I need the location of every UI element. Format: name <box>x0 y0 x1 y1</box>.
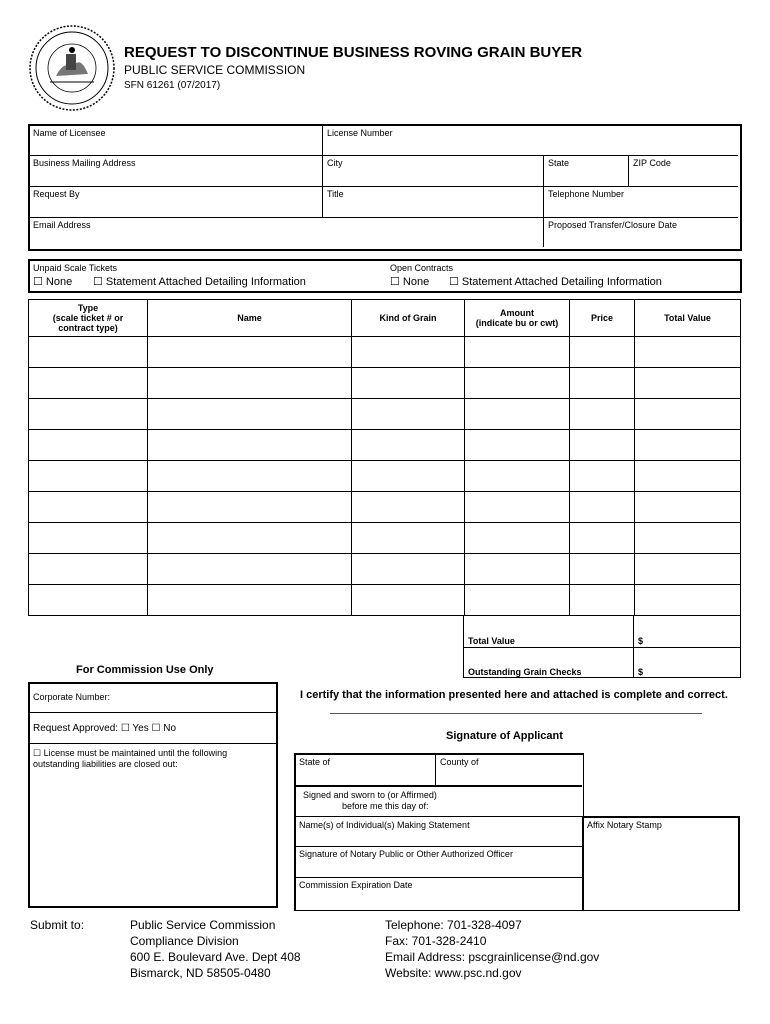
type-column-header: Type (scale ticket # or contract type) <box>29 300 148 337</box>
total-value-label: Total Value <box>468 636 515 646</box>
total-value-cell[interactable] <box>635 337 741 368</box>
mailing-address-field[interactable]: Business Mailing Address <box>33 158 136 168</box>
corporate-number-field[interactable]: Corporate Number: <box>33 692 111 702</box>
price-cell[interactable] <box>570 337 635 368</box>
unpaid-statement-checkbox[interactable]: ☐ Statement Attached Detailing Information <box>93 276 306 288</box>
notary-signature-field[interactable]: Signature of Notary Public or Other Authorized Officer <box>299 849 513 859</box>
license-maintained-text: outstanding liabilities are closed out: <box>33 759 178 769</box>
transfer-date-field[interactable]: Proposed Transfer/Closure Date <box>548 220 678 230</box>
total-value-cell[interactable] <box>635 430 741 461</box>
state-field[interactable]: State <box>548 158 570 168</box>
unpaid-none-checkbox[interactable]: ☐ None <box>33 276 73 288</box>
type-cell[interactable] <box>29 585 148 616</box>
sworn-statement-line1: Signed and sworn to (or Affirmed) <box>303 790 437 800</box>
table-header-row <box>29 300 741 337</box>
kind-of-grain-cell[interactable] <box>352 430 465 461</box>
price-column-header: Price <box>570 300 635 337</box>
telephone-line: Telephone: 701-328-4097 <box>385 918 522 932</box>
certification-statement: I certify that the information presented here and attached is complete and correct. <box>300 689 728 701</box>
grain-items-table <box>28 299 741 616</box>
type-cell[interactable] <box>29 337 148 368</box>
name-cell[interactable] <box>148 523 352 554</box>
table-row <box>29 523 741 554</box>
website-link[interactable]: Website: www.psc.nd.gov <box>385 966 522 980</box>
price-cell[interactable] <box>570 523 635 554</box>
kind-of-grain-cell[interactable] <box>352 554 465 585</box>
notary-stamp-box <box>582 816 740 911</box>
name-cell[interactable] <box>148 337 352 368</box>
outstanding-grain-checks-field[interactable]: $ <box>638 667 644 677</box>
total-value-field[interactable]: $ <box>638 636 644 646</box>
amount-cell[interactable] <box>465 585 570 616</box>
type-cell[interactable] <box>29 523 148 554</box>
name-of-licensee-field[interactable]: Name of Licensee <box>33 128 106 138</box>
license-maintained-checkbox[interactable]: ☐ License must be maintained until the following <box>33 748 228 758</box>
kind-of-grain-cell[interactable] <box>352 368 465 399</box>
address-line: Compliance Division <box>130 934 239 948</box>
kind-of-grain-column-header: Kind of Grain <box>352 300 465 337</box>
state-seal-logo <box>28 24 116 112</box>
open-contracts-label: Open Contracts <box>390 263 454 273</box>
applicant-signature-line[interactable] <box>330 713 702 714</box>
state-of-field[interactable]: State of <box>299 757 331 767</box>
total-value-cell[interactable] <box>635 368 741 399</box>
total-value-cell[interactable] <box>635 399 741 430</box>
email-link[interactable]: Email Address: pscgrainlicense@nd.gov <box>385 950 600 964</box>
amount-cell[interactable] <box>465 430 570 461</box>
type-cell[interactable] <box>29 554 148 585</box>
price-cell[interactable] <box>570 492 635 523</box>
contracts-statement-checkbox[interactable]: ☐ Statement Attached Detailing Information <box>449 276 662 288</box>
table-row <box>29 337 741 368</box>
address-line: Public Service Commission <box>130 918 276 932</box>
commission-use-box <box>28 682 278 908</box>
title-field[interactable]: Title <box>327 189 344 199</box>
agency-name: PUBLIC SERVICE COMMISSION <box>124 63 306 77</box>
amount-cell[interactable] <box>465 492 570 523</box>
county-of-field[interactable]: County of <box>440 757 479 767</box>
telephone-number-field[interactable]: Telephone Number <box>548 189 625 199</box>
table-row <box>29 492 741 523</box>
total-value-cell[interactable] <box>635 461 741 492</box>
address-line: 600 E. Boulevard Ave. Dept 408 <box>130 950 301 964</box>
table-row <box>29 368 741 399</box>
table-row <box>29 585 741 616</box>
affix-notary-stamp-label: Affix Notary Stamp <box>587 820 662 830</box>
email-address-field[interactable]: Email Address <box>33 220 91 230</box>
name-cell[interactable] <box>148 492 352 523</box>
name-column-header: Name <box>148 300 352 337</box>
name-cell[interactable] <box>148 399 352 430</box>
amount-column-header: Amount (indicate bu or cwt) <box>465 300 570 337</box>
amount-cell[interactable] <box>465 368 570 399</box>
commission-use-heading: For Commission Use Only <box>76 664 214 676</box>
kind-of-grain-cell[interactable] <box>352 523 465 554</box>
form-title: REQUEST TO DISCONTINUE BUSINESS ROVING GRAIN BUYER <box>124 44 583 61</box>
price-cell[interactable] <box>570 368 635 399</box>
name-cell[interactable] <box>148 554 352 585</box>
amount-cell[interactable] <box>465 523 570 554</box>
name-cell[interactable] <box>148 368 352 399</box>
total-value-cell[interactable] <box>635 554 741 585</box>
price-cell[interactable] <box>570 554 635 585</box>
price-cell[interactable] <box>570 399 635 430</box>
commission-expiration-field[interactable]: Commission Expiration Date <box>299 880 413 890</box>
total-value-cell[interactable] <box>635 492 741 523</box>
sworn-statement-line2[interactable]: before me this day of: <box>342 801 429 811</box>
name-cell[interactable] <box>148 585 352 616</box>
price-cell[interactable] <box>570 461 635 492</box>
amount-cell[interactable] <box>465 399 570 430</box>
type-cell[interactable] <box>29 399 148 430</box>
amount-cell[interactable] <box>465 554 570 585</box>
name-cell[interactable] <box>148 430 352 461</box>
kind-of-grain-cell[interactable] <box>352 399 465 430</box>
kind-of-grain-cell[interactable] <box>352 585 465 616</box>
type-cell[interactable] <box>29 461 148 492</box>
kind-of-grain-cell[interactable] <box>352 461 465 492</box>
table-row <box>29 399 741 430</box>
table-row <box>29 430 741 461</box>
contracts-none-checkbox[interactable]: ☐ None <box>390 276 430 288</box>
license-number-field[interactable]: License Number <box>327 128 393 138</box>
address-line: Bismarck, ND 58505-0480 <box>130 966 271 980</box>
signature-of-applicant-label: Signature of Applicant <box>446 730 563 742</box>
total-value-column-header: Total Value <box>635 300 741 337</box>
individual-names-field[interactable]: Name(s) of Individual(s) Making Statement <box>299 820 470 830</box>
form-number: SFN 61261 (07/2017) <box>124 80 221 91</box>
submit-address-block <box>130 917 301 981</box>
city-field[interactable]: City <box>327 158 343 168</box>
type-cell[interactable] <box>29 368 148 399</box>
kind-of-grain-cell[interactable] <box>352 337 465 368</box>
total-value-cell[interactable] <box>635 523 741 554</box>
request-by-field[interactable]: Request By <box>33 189 80 199</box>
zip-code-field[interactable]: ZIP Code <box>633 158 671 168</box>
type-cell[interactable] <box>29 492 148 523</box>
licensee-info-box <box>28 124 742 251</box>
fax-line: Fax: 701-328-2410 <box>385 934 487 948</box>
type-cell[interactable] <box>29 430 148 461</box>
price-cell[interactable] <box>570 585 635 616</box>
table-row <box>29 461 741 492</box>
amount-cell[interactable] <box>465 337 570 368</box>
amount-cell[interactable] <box>465 461 570 492</box>
price-cell[interactable] <box>570 430 635 461</box>
total-value-cell[interactable] <box>635 585 741 616</box>
contact-block <box>385 917 599 981</box>
outstanding-grain-checks-label: Outstanding Grain Checks <box>468 667 582 677</box>
submit-to-label: Submit to: <box>30 918 85 932</box>
request-approved-checkboxes[interactable]: Request Approved: ☐ Yes ☐ No <box>33 723 177 734</box>
kind-of-grain-cell[interactable] <box>352 492 465 523</box>
unpaid-scale-tickets-label: Unpaid Scale Tickets <box>33 263 118 273</box>
table-row <box>29 554 741 585</box>
name-cell[interactable] <box>148 461 352 492</box>
